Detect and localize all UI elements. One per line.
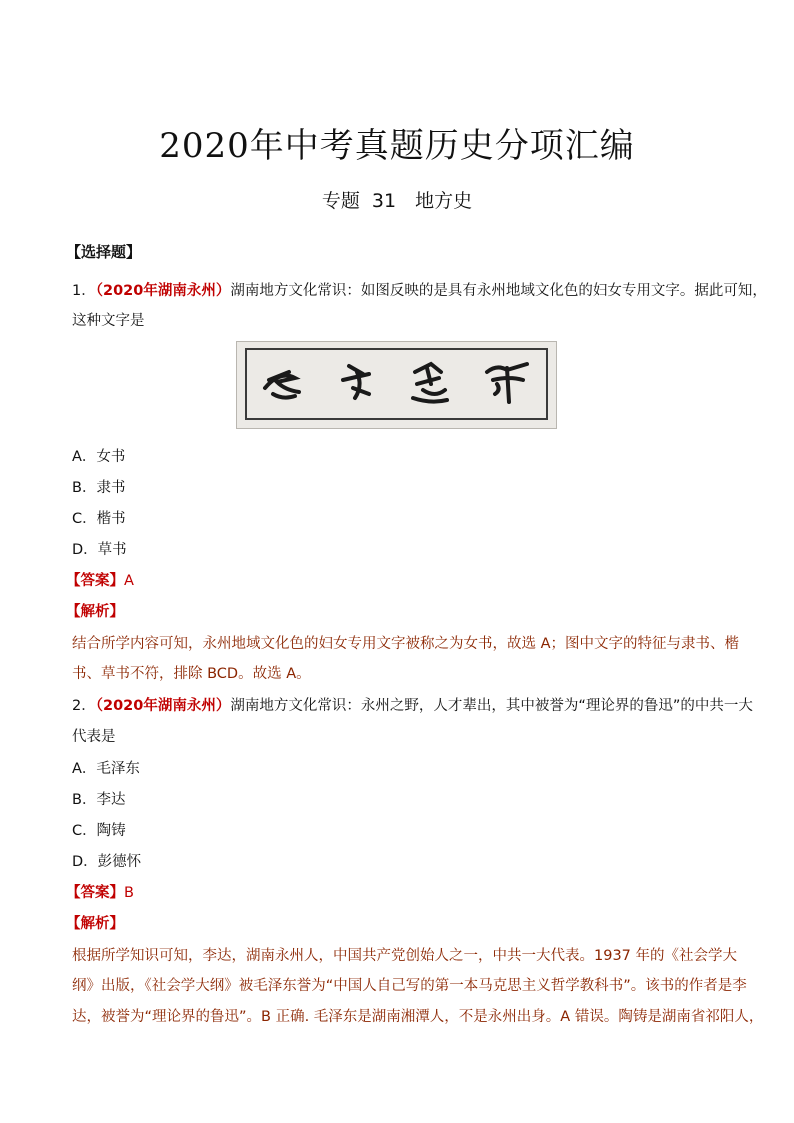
option-b: B．隶书 bbox=[72, 480, 126, 496]
option-a: A．毛泽东 bbox=[72, 761, 140, 777]
answer-value: A bbox=[124, 573, 134, 589]
nushu-glyph-4-icon bbox=[477, 350, 537, 410]
page-subtitle: 专题 31 地方史 bbox=[321, 190, 473, 212]
question-1-stem-line2: 这种文字是 bbox=[72, 313, 145, 329]
answer-line bbox=[66, 881, 134, 902]
analysis-line3: 达，被誉为“理论界的鲁迅”。B 正确. 毛泽东是湖南湘潭人，不是永州出身。A 错误。陶铸是湖南省祁阳人， bbox=[72, 1009, 764, 1025]
question-text: 湖南地方文化常识：如图反映的是具有永州地域文化色的妇女专用文字。据此可知， bbox=[230, 283, 767, 299]
nushu-script-image bbox=[236, 341, 557, 429]
analysis-line2: 书、草书不符，排除 BCD。故选 A。 bbox=[72, 666, 311, 682]
question-1-stem-line1 bbox=[72, 279, 767, 300]
question-2-stem-line1 bbox=[72, 694, 753, 715]
nushu-glyph-1-icon bbox=[255, 350, 315, 410]
option-d: D．彭德怀 bbox=[72, 854, 142, 870]
option-b: B．李达 bbox=[72, 792, 126, 808]
question-number: 2． bbox=[72, 698, 96, 714]
question-number: 1． bbox=[72, 283, 96, 299]
nushu-glyph-2-icon bbox=[329, 350, 389, 410]
question-source: （2020年湖南永州） bbox=[95, 283, 231, 299]
section-heading: 【选择题】 bbox=[66, 243, 142, 261]
analysis-line1: 结合所学内容可知，永州地域文化色的妇女专用文字被称之为女书，故选 A；图中文字的特征与隶书、楷 bbox=[72, 636, 740, 652]
analysis-line2: 纲》出版，《社会学大纲》被毛泽东誉为“中国人自己写的第一本马克思主义哲学教科书”。该书的作者是李 bbox=[72, 978, 747, 994]
option-c: C．陶铸 bbox=[72, 823, 126, 839]
analysis-label: 【解析】 bbox=[66, 604, 124, 620]
analysis-line1: 根据所学知识可知，李达，湖南永州人，中国共产党创始人之一，中共一大代表。1937 年的《社会学大 bbox=[72, 948, 738, 964]
question-2-stem-line2: 代表是 bbox=[72, 729, 116, 745]
answer-value: B bbox=[124, 885, 134, 901]
answer-line bbox=[66, 569, 134, 590]
answer-label: 【答案】 bbox=[66, 573, 124, 589]
question-text: 湖南地方文化常识：永州之野，人才辈出，其中被誉为“理论界的鲁迅”的中共一大 bbox=[230, 698, 753, 714]
option-a: A．女书 bbox=[72, 449, 126, 465]
question-source: （2020年湖南永州） bbox=[95, 698, 231, 714]
option-c: C．楷书 bbox=[72, 511, 126, 527]
answer-label: 【答案】 bbox=[66, 885, 124, 901]
analysis-label: 【解析】 bbox=[66, 916, 124, 932]
nushu-glyph-3-icon bbox=[401, 350, 461, 410]
page-title: 2020年中考真题历史分项汇编 bbox=[159, 126, 635, 166]
option-d: D．草书 bbox=[72, 542, 127, 558]
